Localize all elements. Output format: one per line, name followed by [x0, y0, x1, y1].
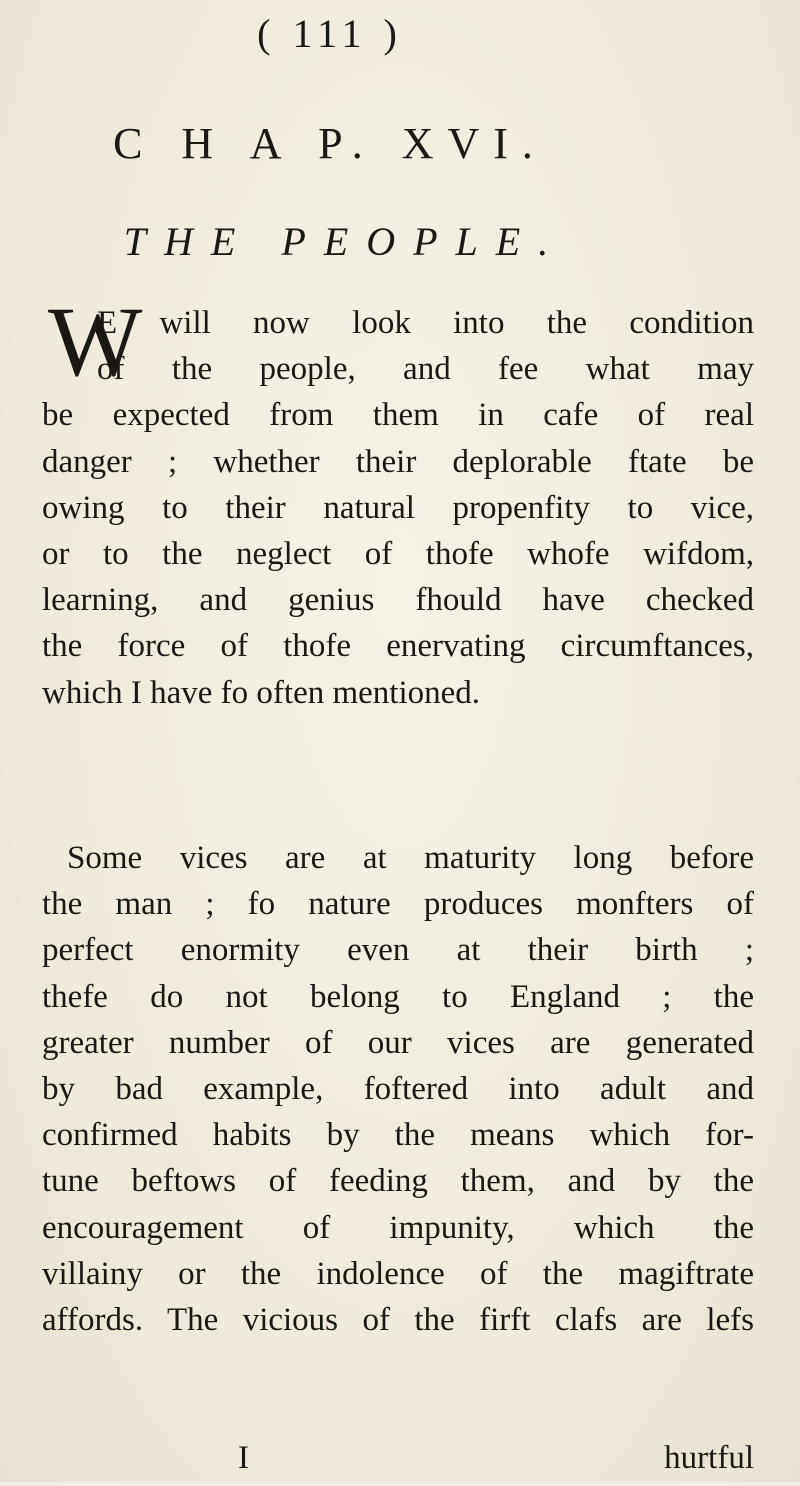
- catchword: hurtful: [664, 1440, 754, 1476]
- page-number: ( 111 ): [257, 11, 403, 56]
- text-line: which I have fo often mentioned.: [42, 674, 481, 711]
- text-line: owing to their natural propenfity to vice,: [42, 489, 754, 526]
- text-line: thefe do not belong to England ; the: [42, 978, 754, 1015]
- text-line: villainy or the indolence of the magiftrate: [42, 1255, 754, 1292]
- text-line: tune beftows of feeding them, and by the: [42, 1163, 754, 1200]
- chapter-heading: C H A P. XVI.: [113, 119, 547, 168]
- text-line: the man ; fo nature produces monfters of: [42, 886, 754, 923]
- catchline: [42, 1440, 754, 1486]
- text-line: Some vices are at maturity long before: [67, 840, 754, 876]
- text-line: or to the neglect of thofe whofe wifdom,: [42, 535, 754, 572]
- text-line: the force of thofe enervating circumftances,: [42, 628, 754, 665]
- text-line: by bad example, foftered into adult and: [42, 1070, 754, 1107]
- text-line: of the people, and fee what may: [97, 351, 754, 388]
- chapter-subtitle: THE PEOPLE.: [123, 219, 567, 264]
- text-line: confirmed habits by the means which for-: [42, 1117, 754, 1154]
- text-line: danger ; whether their deplorable ftate be: [42, 443, 754, 480]
- signature-mark: I: [238, 1440, 249, 1476]
- text-line: perfect enormity even at their birth ;: [42, 932, 754, 969]
- paragraph-2: [42, 835, 754, 1343]
- text-line: be expected from them in cafe of real: [42, 397, 754, 434]
- text-line: encouragement of impunity, which the: [42, 1209, 754, 1246]
- drop-cap: W: [48, 286, 143, 397]
- text-line: learning, and genius fhould have checked: [42, 582, 754, 619]
- text-line: affords. The vicious of the firft clafs are lefs: [42, 1301, 754, 1338]
- text-line: E will now look into the condition: [97, 305, 754, 341]
- paragraph-1: [42, 286, 754, 716]
- text-line: greater number of our vices are generated: [42, 1024, 754, 1061]
